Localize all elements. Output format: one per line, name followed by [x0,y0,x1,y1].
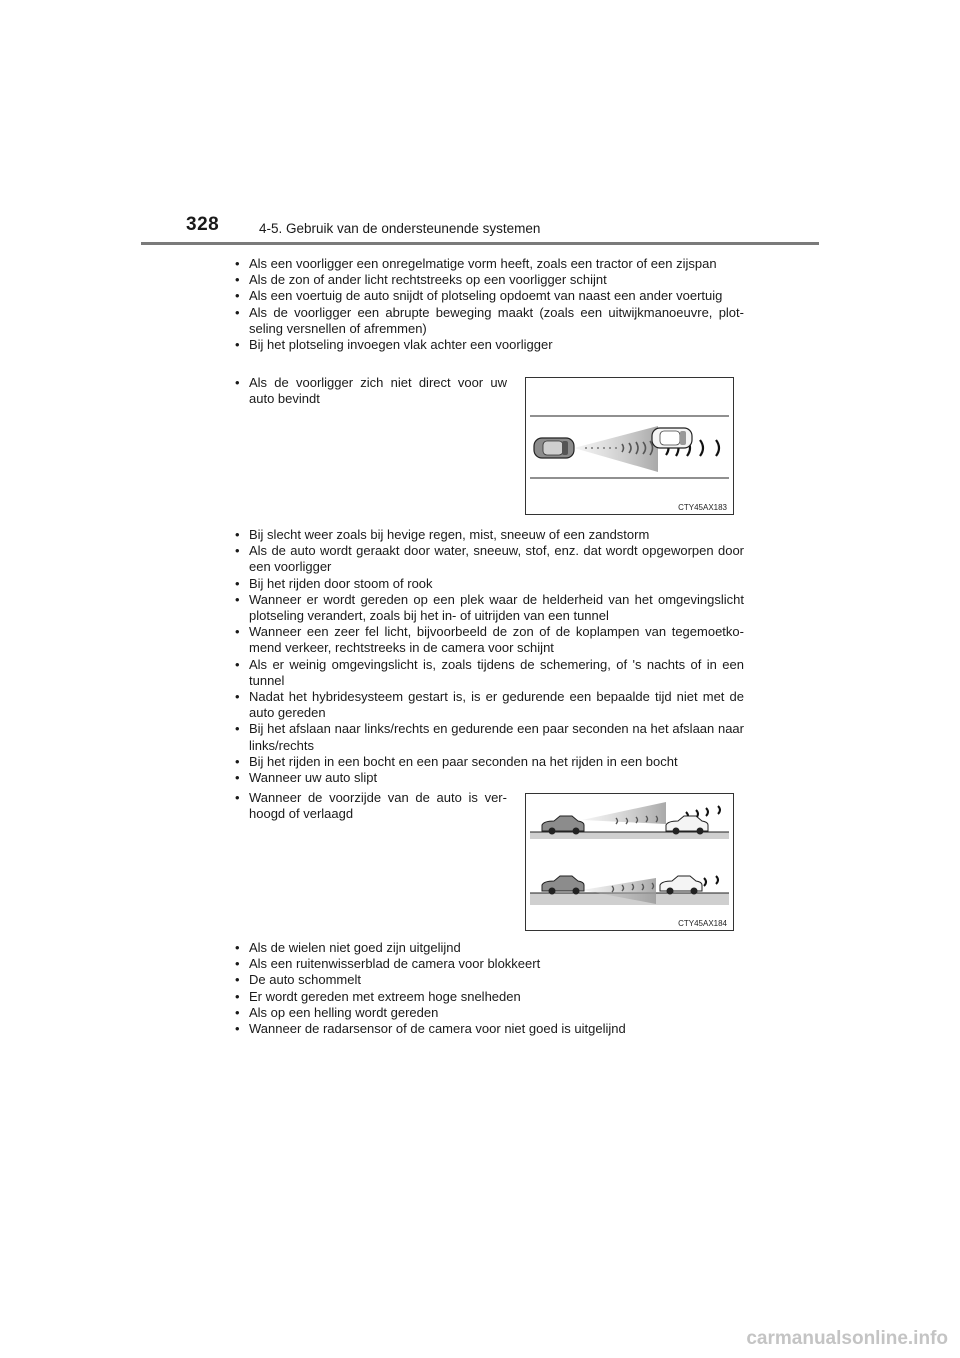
list-item: • Als er weinig omgevingslicht is, zoals tijdens de schemering, of 's nachts of in een tunnel [232,657,744,689]
list-item: • Bij het afslaan naar links/rechts en gedurende een paar seconden na het afslaan naar links/rechts [232,721,744,753]
list-item: • Nadat het hybridesysteem gestart is, is er gedurende een bepaalde tijd niet met de auto gereden [232,689,744,721]
bullet-list-3 [232,527,744,786]
list-item: • Als een ruitenwisserblad de camera voor blokkeert [232,956,744,972]
figure-code: CTY45AX183 [678,503,727,512]
offset-vehicle-illustration [526,378,733,514]
watermark: carmanualsonline.info [746,1328,948,1349]
list-item: • Als de wielen niet goed zijn uitgelijnd [232,940,744,956]
header-divider [141,242,819,245]
raised-lowered-illustration [526,794,733,930]
list-item: • Bij het plotseling invoegen vlak achter een voorligger [232,337,744,353]
bullet-list-1 [232,256,744,353]
list-item: • Als de voorligger zich niet direct voor uw auto bevindt [232,375,507,407]
list-item: • Wanneer de radarsensor of de camera voor niet goed is uitgelijnd [232,1021,744,1037]
list-item: • Als de voorligger een abrupte beweging maakt (zoals een uitwijkmanoeuvre, plotseling versnellen of afremmen) [232,305,744,337]
bullet-list-5 [232,940,744,1037]
list-item: • Bij slecht weer zoals bij hevige regen, mist, sneeuw of een zandstorm [232,527,744,543]
list-item: • Wanneer uw auto slipt [232,770,744,786]
figure-offset-vehicle [525,377,734,515]
figure-code: CTY45AX184 [678,919,727,928]
list-item: • Wanneer de voorzijde van de auto is verhoogd of verlaagd [232,790,507,822]
radar-beam-raised [582,802,666,824]
list-item: • Bij het rijden door stoom of rook [232,576,744,592]
figure-raised-lowered [525,793,734,931]
list-item: • Als de zon of ander licht rechtstreeks op een voorligger schijnt [232,272,744,288]
list-item: • De auto schommelt [232,972,744,988]
list-item: • Wanneer een zeer fel licht, bijvoorbeeld de zon of de koplampen van tegemoetkomend verkeer, rechtstreeks in de camera voor schijnt [232,624,744,656]
list-item: • Bij het rijden in een bocht en een paar seconden na het rijden in een bocht [232,754,744,770]
preceding-car [652,428,692,448]
bullet-list-2 [232,375,507,407]
list-item: • Als op een helling wordt gereden [232,1005,744,1021]
car-lowered [542,876,584,895]
preceding-car-lowered [660,876,702,895]
list-item: • Als de auto wordt geraakt door water, sneeuw, stof, enz. dat wordt opgeworpen door een voorligger [232,543,744,575]
list-item: • Als een voertuig de auto snijdt of plotseling opdoemt van naast een ander voertuig [232,288,744,304]
list-item: • Als een voorligger een onregelmatige vorm heeft, zoals een tractor of een zijspan [232,256,744,272]
bullet-list-4 [232,790,507,822]
page-number: 328 [186,214,220,235]
list-item: • Er wordt gereden met extreem hoge snelheden [232,989,744,1005]
section-title: 4-5. Gebruik van de ondersteunende systemen [259,221,541,236]
list-item: • Wanneer er wordt gereden op een plek waar de helderheid van het omgevingslicht plotseling verandert, zoals bij het in- of uitrijden van een tunnel [232,592,744,624]
own-car [534,438,574,458]
